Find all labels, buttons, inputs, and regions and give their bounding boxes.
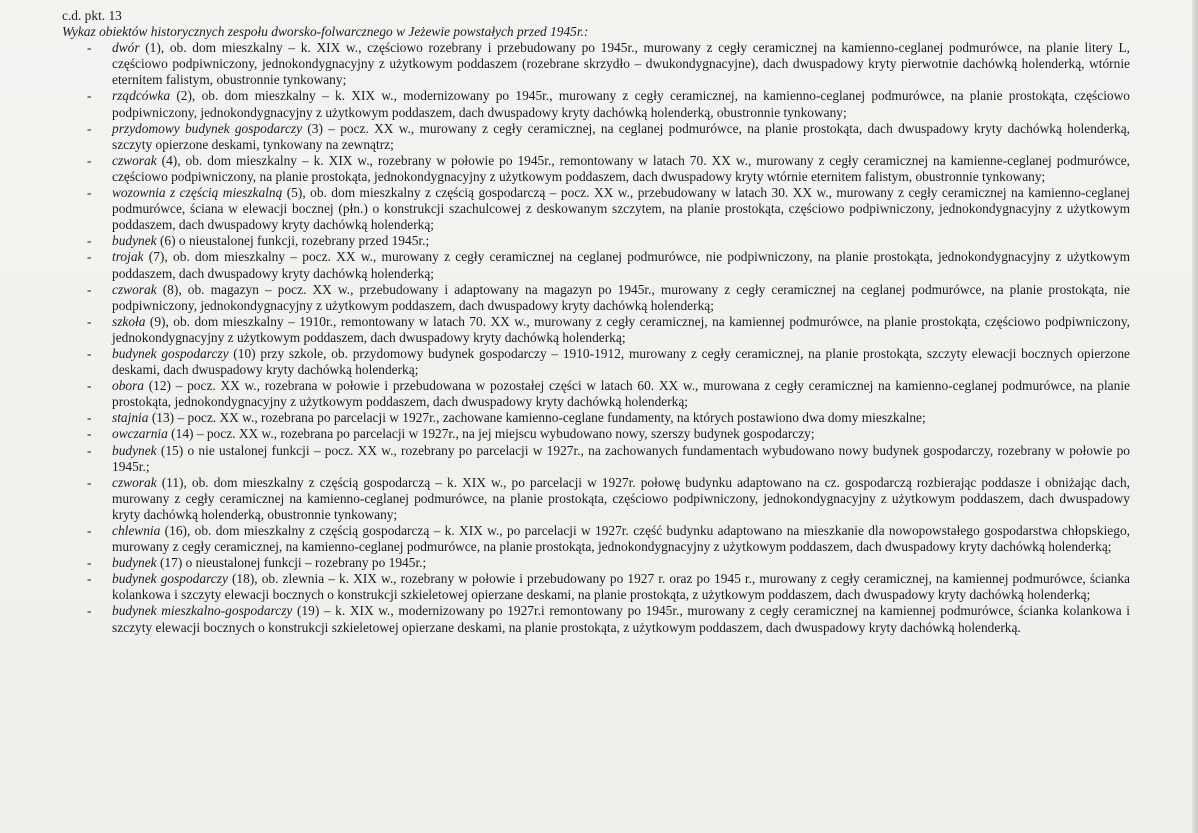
object-name: budynek xyxy=(112,555,157,571)
list-item xyxy=(62,249,1130,281)
list-item xyxy=(62,603,1130,635)
list-item xyxy=(62,443,1130,475)
object-name: budynek mieszkalno-gospodarczy xyxy=(112,603,293,619)
object-name: budynek gospodarczy xyxy=(112,345,229,361)
list-item xyxy=(62,282,1130,314)
list-item xyxy=(62,233,1130,249)
object-description: (4), ob. dom mieszkalny – k. XIX w., rozebrany w połowie po 1945r., remontowany w latach 70. XX w., murowany z cegły ceramicznej na kamienne-ceglanej podmurówce, częściowo podpiwniczony, na planie prostokąta, jednokondygnacyjny z użytkowym poddaszem, dach dwuspadowy kryty wtórnie eternitem falistym, obustronnie tynkowany; xyxy=(112,152,1130,184)
object-name: czworak xyxy=(112,281,157,297)
object-name: budynek xyxy=(112,233,157,249)
object-description: (5), ob. dom mieszkalny z częścią gospodarczą – pocz. XX w., przebudowany w latach 30. XX w., murowany z cegły ceramicznej na kamienno-ceglanej podmurówce, ściana w elewacji bocznej (płn.) o konstrukcji szachulcowej z deskowanym szczytem, na planie prostokąta, częściowo podpiwniczony, jednokondygnacyjny z użytkowym poddaszem, dach dwuspadowy kryty dachówką holenderką; xyxy=(112,185,1130,233)
object-description: (11), ob. dom mieszkalny z częścią gospodarczą – k. XIX w., po parcelacji w 1927r. połowę budynku adaptowano na cz. gospodarczą rozbierając poddasze i obniżając dach, murowany z cegły ceramicznej na kamienno-ceglanej podmurówce, na planie prostokąta, częściowo podpiwniczony, jednokondygnacyjny z użytkowym poddaszem, dach dwuspadowy kryty dachówką holenderką, obustronnie tynkowany; xyxy=(112,474,1130,522)
object-description: (6) o nieustalonej funkcji, rozebrany przed 1945r.; xyxy=(156,233,430,249)
bullet-dash: - xyxy=(87,281,92,297)
bullet-dash: - xyxy=(87,378,92,394)
bullet-dash: - xyxy=(87,442,92,458)
list-item xyxy=(62,410,1130,426)
list-item xyxy=(62,346,1130,378)
object-name: budynek xyxy=(112,442,157,458)
object-name: przydomowy budynek gospodarczy xyxy=(112,120,303,136)
object-description: (10) przy szkole, ob. przydomowy budynek gospodarczy – 1910-1912, murowany z cegły ceramicznej, na planie prostokąta, szczyty elewacji bocznych opierzone deskami, dach dwuspadowy kryty dachówką holenderką; xyxy=(112,345,1130,378)
bullet-dash: - xyxy=(87,40,92,56)
object-name: obora xyxy=(112,378,144,394)
object-description: (8), ob. magazyn – pocz. XX w., przebudowany i adaptowany na magazyn po 1945r., murowany z cegły ceramicznej na ceglanej podmurówce, na planie prostokąta, nie podpiwniczony, jednokondygnacyjny z użytkowym poddaszem, dach dwuspadowy kryty dachówką holenderką; xyxy=(112,281,1130,313)
object-name: dwór xyxy=(112,40,140,56)
bullet-dash: - xyxy=(87,88,92,104)
document-content xyxy=(62,8,1130,636)
object-name: czworak xyxy=(112,474,157,490)
object-description: (15) o nie ustalonej funkcji – pocz. XX w., rozebrany po parcelacji w 1927r., na zachowanych fundamentach wybudowano nowy budynek gospodarczy, rozebrany w połowie po 1945r.; xyxy=(112,442,1130,474)
list-item xyxy=(62,40,1130,88)
page-edge-shadow xyxy=(1192,0,1198,833)
object-name: szkoła xyxy=(112,313,146,329)
bullet-dash: - xyxy=(87,555,92,571)
object-name: wozownia z częścią mieszkalną xyxy=(112,185,283,201)
object-name: rządcówka xyxy=(112,88,171,104)
object-name: owczarnia xyxy=(112,426,168,442)
object-description: (12) – pocz. XX w., rozebrana w połowie i przebudowana w pozostałej części w latach 60. XX w., murowana z cegły ceramicznej na kamienno-ceglanej podmurówce, na planie prostokąta, jednokondygnacyjny z użytkowym poddaszem, dach dwuspadowy kryty dachówką holenderką; xyxy=(112,378,1130,410)
object-description: (14) – pocz. XX w., rozebrana po parcelacji w 1927r., na jej miejscu wybudowano nowy, szerszy budynek gospodarczy; xyxy=(167,426,815,442)
bullet-dash: - xyxy=(87,571,92,587)
bullet-dash: - xyxy=(87,345,92,361)
bullet-dash: - xyxy=(87,426,92,442)
list-item xyxy=(62,555,1130,571)
object-name: czworak xyxy=(112,152,157,168)
list-item xyxy=(62,571,1130,603)
objects-list xyxy=(62,40,1130,635)
list-item xyxy=(62,121,1130,153)
object-description: (19) – k. XIX w., modernizowany po 1927r.i remontowany po 1945r., murowany z cegły ceramicznej na kamiennej podmurówce, ścianka kolankowa i szczyty elewacji bocznych o konstrukcji szkieletowej opierzane deskami, na planie prostokąta, z użytkowym poddaszem, dach dwuspadowy kryty dachówką holenderką. xyxy=(112,603,1130,635)
list-item xyxy=(62,378,1130,410)
list-item xyxy=(62,185,1130,233)
bullet-dash: - xyxy=(87,474,92,490)
list-item xyxy=(62,426,1130,442)
object-description: (16), ob. dom mieszkalny z częścią gospodarczą – k. XIX w., po parcelacji w 1927r. część budynku adaptowano na mieszkanie dla nowopowstałego gospodarstwa chłopskiego, murowany z cegły ceramicznej, na kamienno-ceglanej podmurówce, na planie prostokąta, jednokondygnacyjny z użytkowym poddaszem, dach dwuspadowy kryty dachówką holenderką; xyxy=(112,523,1130,555)
bullet-dash: - xyxy=(87,120,92,136)
bullet-dash: - xyxy=(87,410,92,426)
object-description: (3) – pocz. XX w., murowany z cegły ceramicznej, na ceglanej podmurówce, na planie prostokąta, dach dwuspadowy kryty dachówką holenderką, szczyty opierzone deskami, tynkowany na zewnątrz; xyxy=(112,120,1130,152)
bullet-dash: - xyxy=(87,313,92,329)
list-item xyxy=(62,88,1130,120)
list-item xyxy=(62,314,1130,346)
object-name: chlewnia xyxy=(112,523,161,538)
object-description: (2), ob. dom mieszkalny – k. XIX w., modernizowany po 1945r., murowany z cegły ceramicznej, na kamienno-ceglanej podmurówce, na planie prostokąta, częściowo podpiwniczony, jednokondygnacyjny z użytkowym poddaszem, dach dwuspadowy kryty dachówką holenderką, obustronnie tynkowany; xyxy=(112,88,1130,120)
object-description: (9), ob. dom mieszkalny – 1910r., remontowany w latach 70. XX w., murowany z cegły ceramicznej, na kamiennej podmurówce, na planie prostokąta, częściowo podpiwniczony, jednokondygnacyjny z użytkowym poddaszem, dach dwuspadowy kryty dachówką holenderką; xyxy=(112,313,1130,345)
object-name: stajnia xyxy=(112,410,149,426)
bullet-dash: - xyxy=(87,249,92,265)
list-item xyxy=(62,475,1130,523)
section-label: c.d. pkt. 13 xyxy=(62,8,122,23)
bullet-dash: - xyxy=(87,233,92,249)
list-title: Wykaz obiektów historycznych zespołu dworsko-folwarcznego w Jeżewie powstałych przed 1945r.: xyxy=(62,24,589,40)
object-name: trojak xyxy=(112,249,144,265)
bullet-dash: - xyxy=(87,523,92,538)
object-description: (17) o nieustalonej funkcji – rozebrany po 1945r.; xyxy=(156,555,427,571)
list-item xyxy=(62,523,1130,555)
bullet-dash: - xyxy=(87,603,92,619)
object-description: (13) – pocz. XX w., rozebrana po parcelacji w 1927r., zachowane kamienno-ceglane fundamenty, na których postawiono dwa domy mieszkalne; xyxy=(148,410,926,426)
bullet-dash: - xyxy=(87,185,92,201)
bullet-dash: - xyxy=(87,152,92,168)
object-name: budynek gospodarczy xyxy=(112,571,228,587)
list-item xyxy=(62,153,1130,185)
object-description: (1), ob. dom mieszkalny – k. XIX w., częściowo rozebrany i przebudowany po 1945r., murowany z cegły ceramicznej na kamienno-ceglanej podmurówce, na planie litery L, częściowo podpiwniczony, jednokondygnacyjny z użytkowym poddaszem (rozebrane skrzydło – dwukondygnacyjne), dach dwuspadowy kryty pierwotnie dachówką holenderką, wtórnie eternitem falistym, obustronnie tynkowany; xyxy=(112,40,1130,88)
object-description: (18), ob. zlewnia – k. XIX w., rozebrany w połowie i przebudowany po 1927 r. oraz po 1945 r., murowany z cegły ceramicznej, na kamiennej podmurówce, ścianka kolankowa i szczyty elewacji bocznych o konstrukcji szkieletowej opierzane deskami, na planie prostokąta, z użytkowym poddaszem, dach dwuspadowy kryty dachówką holenderką; xyxy=(112,571,1130,603)
object-description: (7), ob. dom mieszkalny – pocz. XX w., murowany z cegły ceramicznej na ceglanej podmurówce, nie podpiwniczony, na planie prostokąta, jednokondygnacyjny z użytkowym poddaszem, dach dwuspadowy kryty dachówką holenderką; xyxy=(112,249,1130,281)
